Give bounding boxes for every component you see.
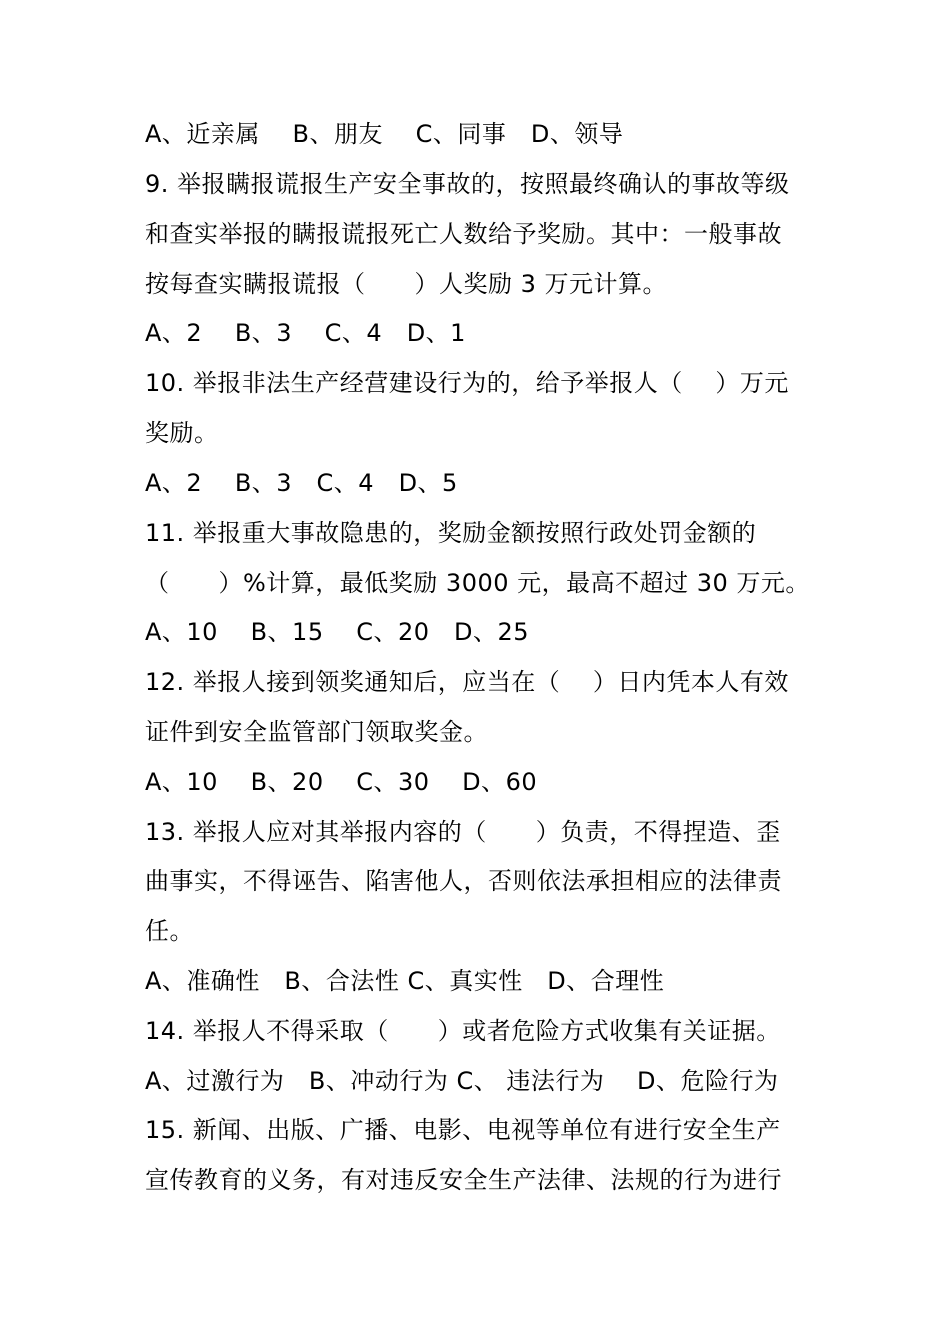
text-line: 9. 举报瞒报谎报生产安全事故的，按照最终确认的事故等级 bbox=[145, 170, 790, 198]
text-line: 12. 举报人接到领奖通知后，应当在（ ）日内凭本人有效 bbox=[145, 668, 789, 696]
text-line: 奖励。 bbox=[145, 419, 219, 447]
text-line: 曲事实，不得诬告、陷害他人，否则依法承担相应的法律责 bbox=[145, 867, 782, 895]
text-line: A、近亲属 B、朋友 C、同事 D、领导 bbox=[145, 120, 624, 148]
text-line: 11. 举报重大事故隐患的，奖励金额按照行政处罚金额的 bbox=[145, 519, 757, 547]
text-line: A、10 B、20 C、30 D、60 bbox=[145, 768, 538, 796]
text-line: 10. 举报非法生产经营建设行为的，给予举报人（ ）万元 bbox=[145, 369, 789, 397]
text-line: A、准确性 B、合法性 C、真实性 D、合理性 bbox=[145, 967, 665, 995]
text-line: 和查实举报的瞒报谎报死亡人数给予奖励。其中：一般事故 bbox=[145, 220, 782, 248]
text-line: 13. 举报人应对其举报内容的（ ）负责，不得捏造、歪 bbox=[145, 818, 781, 846]
text-line: 任。 bbox=[145, 917, 194, 945]
text-line: A、过激行为 B、冲动行为 C、 违法行为 D、危险行为 bbox=[145, 1067, 779, 1095]
text-line: 15. 新闻、出版、广播、电影、电视等单位有进行安全生产 bbox=[145, 1116, 781, 1144]
text-line: （ ）%计算，最低奖励 3000 元，最高不超过 30 万元。 bbox=[145, 569, 810, 597]
text-line: 证件到安全监管部门领取奖金。 bbox=[145, 718, 488, 746]
text-line: A、2 B、3 C、4 D、5 bbox=[145, 469, 458, 497]
text-line: 宣传教育的义务，有对违反安全生产法律、法规的行为进行 bbox=[145, 1166, 782, 1194]
text-line: 14. 举报人不得采取（ ）或者危险方式收集有关证据。 bbox=[145, 1017, 781, 1045]
text-line: A、10 B、15 C、20 D、25 bbox=[145, 618, 530, 646]
text-line: A、2 B、3 C、4 D、1 bbox=[145, 319, 466, 347]
text-line: 按每查实瞒报谎报（ ）人奖励 3 万元计算。 bbox=[145, 270, 668, 298]
